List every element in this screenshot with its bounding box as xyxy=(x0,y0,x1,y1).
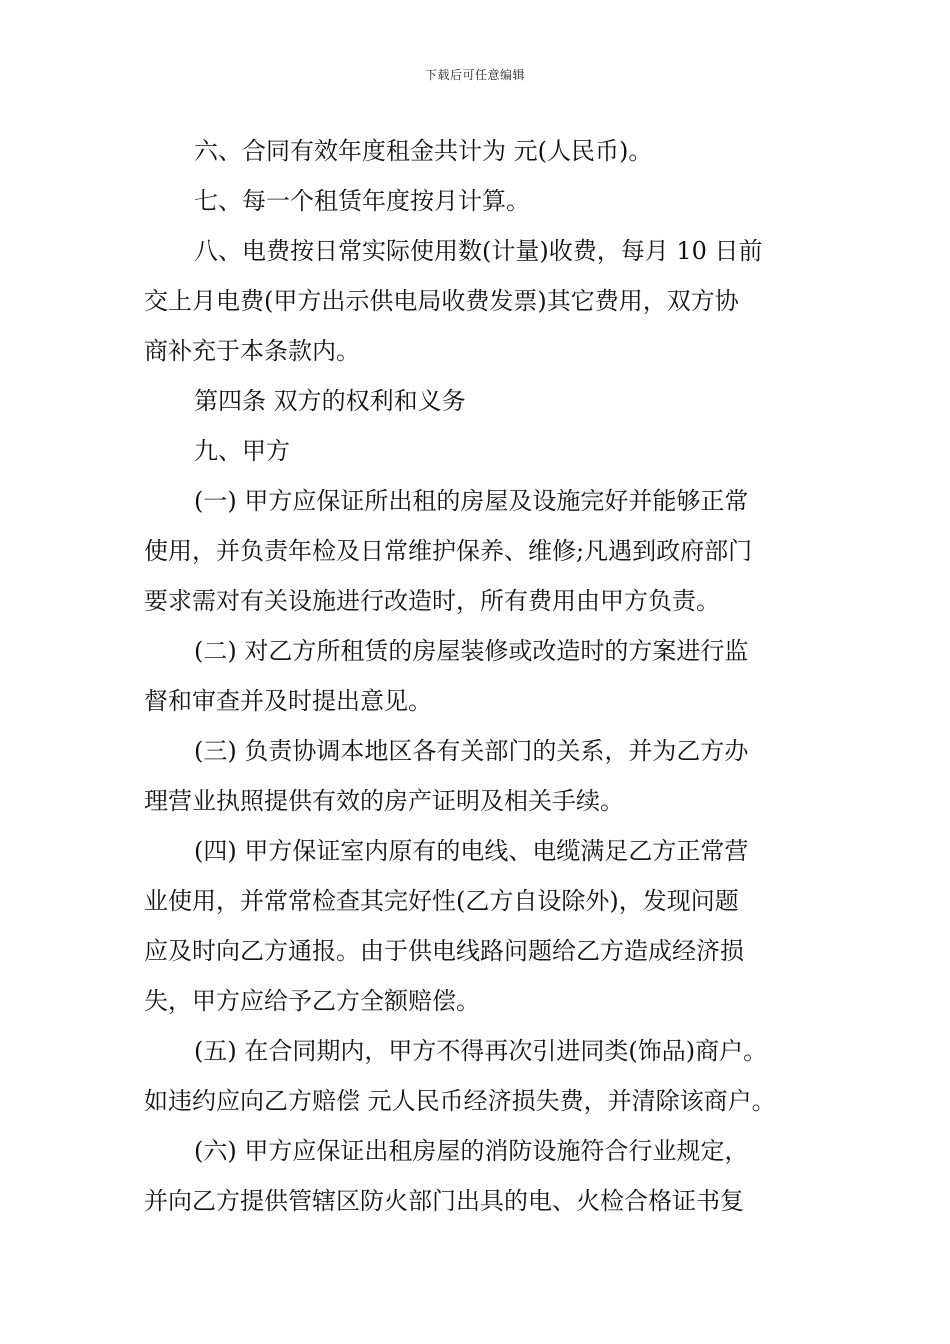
text-line: 商补充于本条款内。 xyxy=(144,337,360,365)
document-body xyxy=(144,129,824,1229)
text-line: (一) 甲方应保证所出租的房屋及设施完好并能够正常 xyxy=(194,487,749,515)
text-line: 六、合同有效年度租金共计为 元(人民币)。 xyxy=(194,137,653,165)
text-line: 如违约应向乙方赔偿 元人民币经济损失费，并清除该商户。 xyxy=(144,1087,776,1115)
text-line: (六) 甲方应保证出租房屋的消防设施符合行业规定， xyxy=(194,1137,749,1165)
text-line: (二) 对乙方所租赁的房屋装修或改造时的方案进行监 xyxy=(194,637,749,665)
text-line: 督和审查并及时提出意见。 xyxy=(144,687,432,715)
text-line: (四) 甲方保证室内原有的电线、电缆满足乙方正常营 xyxy=(194,837,749,865)
text-line: 第四条 双方的权利和义务 xyxy=(194,387,466,415)
text-line: 九、甲方 xyxy=(194,437,290,465)
text-line: 并向乙方提供管辖区防火部门出具的电、火检合格证书复 xyxy=(144,1187,744,1215)
page-header-note: 下载后可任意编辑 xyxy=(424,68,525,82)
text-line: 八、电费按日常实际使用数(计量)收费，每月 10 日前 xyxy=(194,237,763,265)
text-line: 应及时向乙方通报。由于供电线路问题给乙方造成经济损 xyxy=(144,937,744,965)
text-line: 业使用，并常常检查其完好性(乙方自设除外)，发现问题 xyxy=(144,887,739,915)
text-line: 要求需对有关设施进行改造时，所有费用由甲方负责。 xyxy=(144,587,720,615)
text-line: 七、每一个租赁年度按月计算。 xyxy=(194,187,530,215)
text-line: 理营业执照提供有效的房产证明及相关手续。 xyxy=(144,787,624,815)
text-line: 失，甲方应给予乙方全额赔偿。 xyxy=(144,987,480,1015)
text-line: (三) 负责协调本地区各有关部门的关系，并为乙方办 xyxy=(194,737,749,765)
text-line: (五) 在合同期内，甲方不得再次引进同类(饰品)商户。 xyxy=(194,1037,768,1065)
text-line: 使用，并负责年检及日常维护保养、维修;凡遇到政府部门 xyxy=(144,537,753,565)
text-line: 交上月电费(甲方出示供电局收费发票)其它费用，双方协 xyxy=(144,287,739,315)
